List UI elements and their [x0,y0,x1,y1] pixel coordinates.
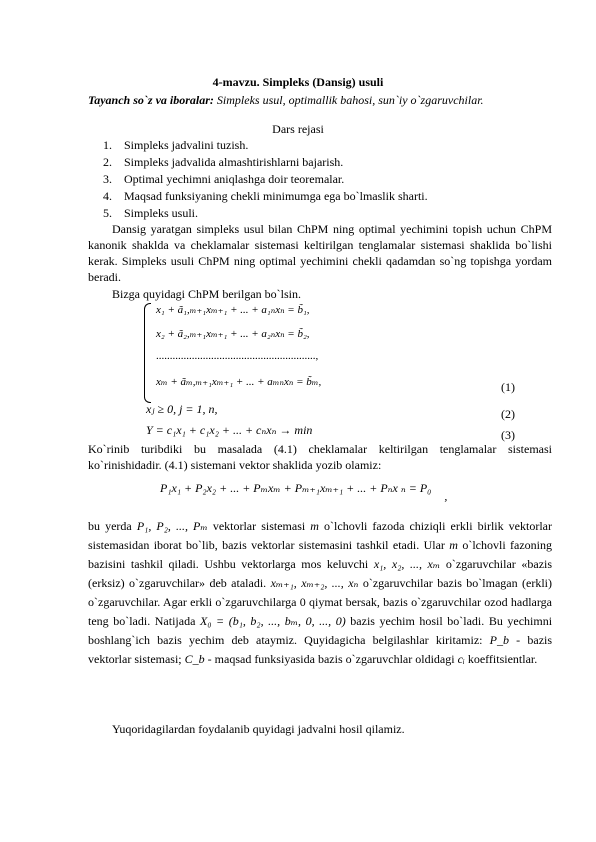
page-title: 4-mavzu. Simpleks (Dansig) usuli [212,75,384,89]
system-row-3: .........................................................., [156,350,319,362]
plan-item-number: 3. [103,172,112,186]
system-row-1: x₁ + ã₁,ₘ₊₁xₘ₊₁ + ... + a₁ₙxₙ = b̃₁, [156,304,310,316]
math-cb: C_b - [184,652,212,666]
plan-item-number: 2. [103,155,112,169]
equation-system [144,303,424,401]
plan-item-text: Simpleks jadvalini tuzish. [124,138,249,152]
system-row-4: xₘ + ãₘ,ₘ₊₁xₘ₊₁ + ... + aₘₙxₙ = b̃ₘ, [156,376,322,388]
text-fragment: o`zgaruvchilar «bazis (erksiz) o`zgaruvchilar» deb ataladi. [88,557,553,590]
plan-item-text: Maqsad funksiyaning chekli minimumga ega bo`lmaslik sharti. [124,189,428,203]
text-fragment: maqsad funksiyasida bazis o`zgaruvchlar oldidagi [214,652,455,666]
vector-equation-body: P₁x₁ + P₂x₂ + ... + Pₘxₘ + Pₘ₊₁xₘ₊₁ + ... + Pₙx ₙ = P₀ [160,481,432,495]
math-m: m [449,538,458,552]
plan-item [103,137,428,154]
plan-list [103,137,428,222]
plan-item-text: Optimal yechimni aniqlashga doir teoremalar. [124,172,345,186]
text-fragment: vektorlar sistemasi [212,519,306,533]
system-row-2: x₂ + ã₂,ₘ₊₁xₘ₊₁ + ... + a₂ₙxₙ = b̃₂, [156,328,310,340]
paragraph-vector-form: Ko`rinib turibdiki bu masalada (4.1) cheklamalar keltirilgan tenglamalar sistemasi ko`rinishidadir. (4.1) sistemani vektor shaklida yozib olamiz: [88,442,552,472]
math-free-vars: xₘ₊₁, xₘ₊₂, ..., xₙ [270,576,359,590]
plan-item [103,154,428,171]
paragraph-table-intro: Yuqoridagilardan foydalanib quyidagi jadvalni hosil qilamiz. [112,722,405,736]
plan-item [103,171,428,188]
text-fragment: o`lchovli fazoning bazisini tashkil qiladi. Ushbu vektorlarga mos keluvchi [88,538,553,571]
math-ci: cᵢ [457,652,465,666]
text-fragment: o`zgaruvchilar bazis bo`lmagan (erkli) o`zgaruvchilar. Agar erkli o`zgaruvchilarga 0 qiymat bersak, bazis o`zgaruvchilar ozod hadlarga teng bo`ladi. Natijada [88,576,553,628]
text-fragment: o`lchovli fazoda chiziqli erkli birlik vektorlar sistemasidan iborat bo`lib, bazis vektorlar sistemasini tashkil etadi. Ular [88,519,552,552]
keywords-line [88,93,568,108]
equation-number-2: (2) [501,407,515,421]
plan-title: Dars rejasi [272,122,324,136]
math-pb: P_b - [489,633,521,647]
vector-equation-comma: , [444,489,448,503]
text-fragment: bu yerda [88,519,132,533]
equation-number-1: (1) [501,380,515,394]
nonneg-condition: xⱼ ≥ 0, j = 1, n, [146,402,218,416]
objective-function: Y = c₁x₁ + c₁x₂ + ... + cₙxₙ → min [146,423,313,437]
paragraph-intro: Dansig yaratgan simpleks usul bilan ChPM ning optimal yechimini topish uchun ChPM kanonik shaklda va cheklamalar sistemasi keltirilgan tenglamalar sistemasi shaklida bo`lishi kerak. Simpleks usuli ChPM ning optimal yechimini chekli qadamdan so`ng topishga yordam beradi. [88,222,552,284]
system-brace [144,303,151,403]
plan-item-text: Simpleks usuli. [124,206,199,220]
math-basis-vars: x₁, x₂, ..., xₘ [373,557,441,571]
equation-number-3: (3) [501,428,515,442]
plan-item-number: 4. [103,189,112,203]
paragraph-basis [88,517,552,669]
math-vectors: P₁, P₂, ..., Pₘ [136,519,208,533]
keywords-label: Tayanch so`z va iboralar: [88,93,214,107]
plan-item-number: 5. [103,206,112,220]
math-x0: X₀ = (b₁, b₂, ..., bₘ, 0, ..., 0) [199,614,346,628]
math-m: m [310,519,319,533]
text-fragment: koeffitsientlar. [467,652,538,666]
plan-item [103,205,428,222]
text-fragment: bazis yechim hosil bo`ladi. Bu yechimni boshlang`ich bazis yechim deb ataymiz. Quyidagicha belgilashlar kiritamiz: [88,614,553,647]
keywords-text: Simpleks usul, optimallik bahosi, sun`iy o`zgaruvchilar. [216,93,484,107]
plan-item-text: Simpleks jadvalida almashtirishlarni bajarish. [124,155,344,169]
paragraph-given: Bizga quyidagi ChPM berilgan bo`lsin. [112,287,301,301]
vector-equation [160,481,448,503]
text-fragment: bazis vektorlar sistemasi; [88,633,553,666]
plan-item-number: 1. [103,138,112,152]
plan-item [103,188,428,205]
